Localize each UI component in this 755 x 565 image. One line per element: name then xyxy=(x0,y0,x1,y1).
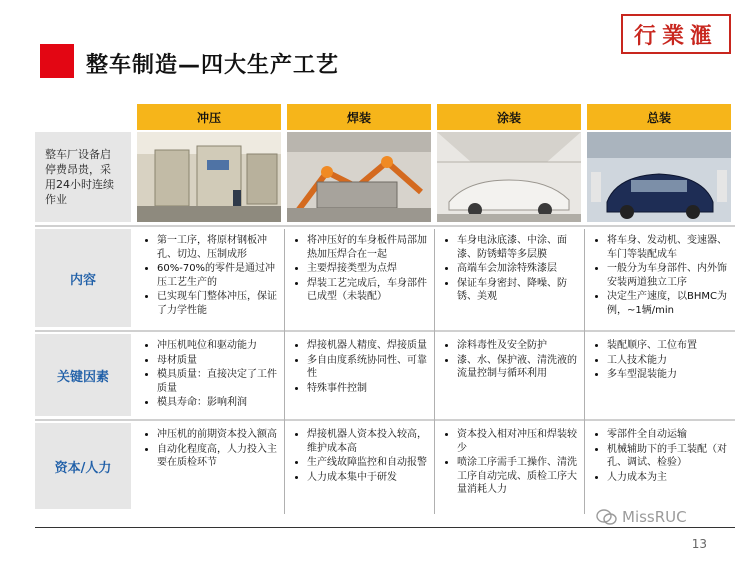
list-item: • 焊接机器人精度、焊接质量 xyxy=(307,339,427,353)
list-item: • 决定生产速度，以BHMC为例，~1辆/min xyxy=(607,290,729,317)
title-accent-square xyxy=(40,44,74,78)
list-item: • 工人技术能力 xyxy=(607,354,729,368)
column-header-welding: 焊装 xyxy=(287,104,431,130)
brand-logo: 行業滙 xyxy=(621,14,731,54)
list-item: • 60%-70%的零件是通过冲压工艺生产的 xyxy=(157,262,277,289)
list-item: • 涂料毒性及安全防护 xyxy=(457,339,577,353)
list-item: • 特殊事件控制 xyxy=(307,382,427,396)
row-label-key-factors: 关键因素 xyxy=(35,334,131,416)
cell-capital-welding xyxy=(287,423,433,509)
list-item: • 高端车会加涂特殊漆层 xyxy=(457,262,577,276)
column-divider xyxy=(284,229,285,514)
row-divider xyxy=(35,330,735,332)
slide-title: 整车制造—四大生产工艺 xyxy=(86,53,340,78)
list-item: • 已实现车门整体冲压，保证了力学性能 xyxy=(157,290,277,317)
row-label-capital-labor: 资本/人力 xyxy=(35,423,131,509)
cell-content-welding xyxy=(287,229,433,327)
list-item: • 冲压机的前期资本投入额高 xyxy=(157,428,277,442)
cell-factors-assembly xyxy=(587,334,735,416)
cell-factors-stamping xyxy=(137,334,283,416)
watermark xyxy=(596,508,687,526)
column-header-stamping: 冲压 xyxy=(137,104,281,130)
wechat-icon xyxy=(596,508,618,526)
list-item: • 模具寿命：影响利润 xyxy=(157,396,277,410)
cell-content-assembly xyxy=(587,229,735,327)
column-header-assembly: 总装 xyxy=(587,104,731,130)
cell-factors-painting xyxy=(437,334,583,416)
watermark-text: MissRUC xyxy=(622,508,687,526)
list-item: • 多车型混装能力 xyxy=(607,368,729,382)
list-item: • 车身电泳底漆、中涂、面漆、防锈蜡等多层膜 xyxy=(457,234,577,261)
cell-factors-welding xyxy=(287,334,433,416)
side-note: 整车厂设备启停费昂贵，采用24小时连续作业 xyxy=(35,132,131,222)
list-item: • 人力成本为主 xyxy=(607,471,729,485)
stamping-press-photo xyxy=(137,132,281,222)
column-divider xyxy=(434,229,435,514)
cell-capital-assembly xyxy=(587,423,735,509)
row-label-content: 内容 xyxy=(35,229,131,327)
list-item: • 冲压机吨位和驱动能力 xyxy=(157,339,277,353)
list-item: • 焊接机器人资本投入较高，维护成本高 xyxy=(307,428,427,455)
list-item: • 零部件全自动运输 xyxy=(607,428,729,442)
list-item: • 生产线故障监控和自动报警 xyxy=(307,456,427,470)
list-item: • 将车身、发动机、变速器、车门等装配成车 xyxy=(607,234,729,261)
list-item: • 喷涂工序需手工操作、清洗工序自动完成、质检工序大量消耗人力 xyxy=(457,456,577,497)
list-item: • 焊装工艺完成后，车身部件已成型（未装配） xyxy=(307,277,427,304)
list-item: • 装配顺序、工位布置 xyxy=(607,339,729,353)
list-item: • 资本投入相对冲压和焊装较少 xyxy=(457,428,577,455)
final-assembly-photo xyxy=(587,132,731,222)
cell-capital-painting xyxy=(437,423,583,509)
welding-robots-photo xyxy=(287,132,431,222)
cell-content-stamping xyxy=(137,229,283,327)
row-divider xyxy=(35,225,735,227)
list-item: • 机械辅助下的手工装配（对孔、调试、检验） xyxy=(607,443,729,470)
list-item: • 将冲压好的车身板件局部加热加压焊合在一起 xyxy=(307,234,427,261)
column-divider xyxy=(584,229,585,514)
list-item: • 漆、水、保护液、清洗液的流量控制与循环利用 xyxy=(457,354,577,381)
list-item: • 保证车身密封、降噪、防锈、美观 xyxy=(457,277,577,304)
row-divider xyxy=(35,419,735,421)
cell-content-painting xyxy=(437,229,583,327)
cell-capital-stamping xyxy=(137,423,283,509)
painting-line-photo xyxy=(437,132,581,222)
list-item: • 母材质量 xyxy=(157,354,277,368)
list-item: • 第一工序，将原材钢板冲孔、切边、压制成形 xyxy=(157,234,277,261)
column-header-painting: 涂装 xyxy=(437,104,581,130)
list-item: • 一般分为车身部件、内外饰安装两道独立工序 xyxy=(607,262,729,289)
page-number: 13 xyxy=(691,537,707,551)
list-item: • 人力成本集中于研发 xyxy=(307,471,427,485)
list-item: • 主要焊接类型为点焊 xyxy=(307,262,427,276)
list-item: • 多自由度系统协同性、可靠性 xyxy=(307,354,427,381)
footer-rule xyxy=(35,527,735,528)
list-item: • 自动化程度高，人力投入主要在质检环节 xyxy=(157,443,277,470)
list-item: • 模具质量：直接决定了工件质量 xyxy=(157,368,277,395)
